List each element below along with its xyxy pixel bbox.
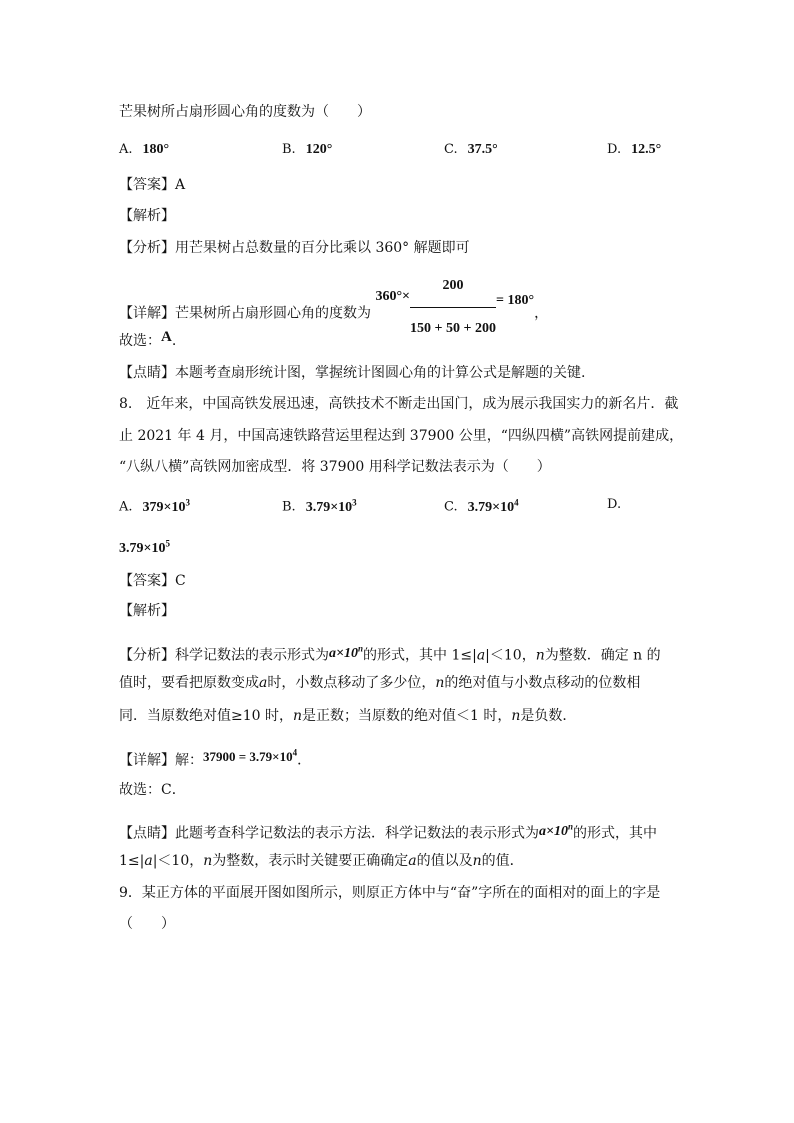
text: 的值以及 bbox=[416, 853, 473, 869]
form-base: a×10 bbox=[539, 823, 568, 839]
q8-option-d-value[interactable] bbox=[119, 538, 170, 557]
option-label: B. bbox=[282, 499, 296, 515]
q8-fenxi-line1 bbox=[119, 641, 661, 667]
option-label: C. bbox=[444, 499, 458, 515]
text: 1≤| bbox=[119, 853, 145, 869]
guxuan-label: 故选： bbox=[119, 333, 161, 349]
var-n: n bbox=[435, 675, 445, 691]
text: |＜10， bbox=[485, 647, 536, 664]
xiangjie-suffix: ， bbox=[534, 305, 549, 322]
text: 同．当原数绝对值≥10 时， bbox=[119, 708, 293, 724]
text: 为整数，表示时关键要正确确定 bbox=[212, 853, 409, 869]
q8-fenxi-line3 bbox=[119, 706, 576, 726]
option-value: 12.5° bbox=[631, 142, 662, 157]
text: 为整数．确定 n 的 bbox=[544, 647, 661, 664]
var-n: n bbox=[535, 647, 545, 664]
formula-rhs: = 180° bbox=[496, 292, 535, 308]
guxuan-suffix: . bbox=[171, 333, 177, 349]
q8-stem-line3: “八纵八横”高铁网加密成型．将 37900 用科学记数法表示为（ ） bbox=[119, 459, 551, 475]
option-label: A. bbox=[119, 142, 133, 157]
option-base: 3.79×10 bbox=[305, 499, 353, 515]
form-exp: n bbox=[357, 643, 363, 653]
q7-stem: 芒果树所占扇形圆心角的度数为（ ） bbox=[119, 104, 371, 120]
text: |＜10， bbox=[152, 853, 204, 869]
option-label: D. bbox=[607, 497, 622, 512]
q8-option-d[interactable] bbox=[607, 497, 621, 512]
q8-dianjing-line1 bbox=[119, 819, 657, 845]
q8-xiangjie bbox=[119, 746, 311, 770]
option-label: C. bbox=[444, 142, 458, 157]
formula-exp: 4 bbox=[292, 748, 298, 758]
option-exp: 5 bbox=[165, 538, 170, 548]
q8-answer: 【答案】C bbox=[119, 573, 186, 589]
formula-fraction bbox=[410, 266, 496, 349]
option-value: 37.5° bbox=[467, 142, 498, 157]
text: 【分析】科学记数法的表示形式为 bbox=[119, 647, 329, 664]
q7-analysis-head: 【解析】 bbox=[119, 208, 175, 224]
q8-dianjing-line2 bbox=[119, 851, 524, 871]
option-label: A. bbox=[119, 499, 133, 515]
text: 是正数；当原数的绝对值＜1 时， bbox=[302, 708, 512, 724]
text: 【点睛】此题考查科学记数法的表示方法．科学记数法的表示形式为 bbox=[119, 825, 539, 842]
q7-option-b[interactable] bbox=[282, 142, 332, 158]
var-n: n bbox=[511, 708, 521, 724]
var-a: a bbox=[476, 647, 486, 664]
form-base: a×10 bbox=[329, 645, 358, 661]
guxuan-value: A bbox=[161, 329, 172, 345]
q8-guxuan: 故选：C． bbox=[119, 782, 186, 798]
var-n: n bbox=[293, 708, 303, 724]
option-exp: 3 bbox=[185, 497, 191, 507]
q9-stem-line2: （ ） bbox=[119, 916, 175, 932]
q7-fenxi: 【分析】用芒果树占总数量的百分比乘以 360° 解题即可 bbox=[119, 240, 470, 256]
fraction-denominator: 150 + 50 + 200 bbox=[410, 321, 496, 336]
text: 的形式，其中 1≤| bbox=[363, 647, 477, 664]
option-exp: 3 bbox=[352, 497, 357, 507]
text: 的绝对值与小数点移动的位数相 bbox=[444, 675, 641, 691]
option-base: 3.79×10 bbox=[467, 499, 515, 515]
var-n: n bbox=[472, 853, 482, 869]
form-exp: n bbox=[567, 821, 573, 831]
var-a: a bbox=[144, 853, 153, 869]
option-value: 180° bbox=[142, 142, 170, 157]
text: 时，小数点移动了多少位， bbox=[267, 675, 436, 691]
q8-stem-line1: 8. 近年来，中国高铁发展迅速，高铁技术不断走出国门，成为展示我国实力的新名片．截 bbox=[119, 396, 679, 412]
formula: 37900 = 3.79×10 bbox=[203, 749, 293, 765]
q8-stem-line2: 止 2021 年 4 月，中国高速铁路营运里程达到 37900 公里，“四纵四横”高铁网提前建成， bbox=[119, 428, 684, 444]
q7-option-c[interactable] bbox=[444, 142, 498, 158]
q8-fenxi-line2 bbox=[119, 673, 640, 693]
q7-xiangjie bbox=[119, 272, 548, 355]
text: 【详解】解： bbox=[119, 752, 203, 769]
option-base: 3.79×10 bbox=[119, 540, 166, 556]
q7-answer: 【答案】A bbox=[119, 177, 186, 193]
option-value: 120° bbox=[305, 142, 333, 157]
option-label: B. bbox=[282, 142, 296, 157]
var-a: a bbox=[259, 675, 268, 691]
text: 的值． bbox=[481, 853, 524, 869]
q8-option-a[interactable] bbox=[119, 497, 190, 516]
option-base: 379×10 bbox=[142, 499, 186, 515]
q8-analysis-head: 【解析】 bbox=[119, 603, 175, 619]
q7-guxuan bbox=[119, 331, 176, 351]
q7-option-d[interactable] bbox=[607, 142, 661, 158]
option-exp: 4 bbox=[514, 497, 519, 507]
q8-option-b[interactable] bbox=[282, 497, 357, 516]
option-label: D. bbox=[607, 142, 622, 157]
text: 的形式，其中 bbox=[573, 825, 657, 842]
fraction-numerator: 200 bbox=[410, 266, 496, 308]
var-n: n bbox=[203, 853, 213, 869]
text: 值时，要看把原数变成 bbox=[119, 675, 259, 691]
q9-stem-line1: 9．某正方体的平面展开图如图所示，则原正方体中与“奋”字所在的面相对的面上的字是 bbox=[119, 885, 661, 901]
formula-lhs: 360°× bbox=[375, 288, 411, 304]
text: 是负数． bbox=[520, 708, 577, 724]
q7-option-a[interactable] bbox=[119, 142, 169, 158]
q8-option-c[interactable] bbox=[444, 497, 519, 516]
text: ． bbox=[297, 752, 312, 769]
q7-dianjing: 【点睛】本题考查扇形统计图，掌握统计图圆心角的计算公式是解题的关键. bbox=[119, 365, 586, 381]
var-a: a bbox=[408, 853, 417, 869]
xiangjie-text: 【详解】芒果树所占扇形圆心角的度数为 bbox=[119, 305, 371, 322]
